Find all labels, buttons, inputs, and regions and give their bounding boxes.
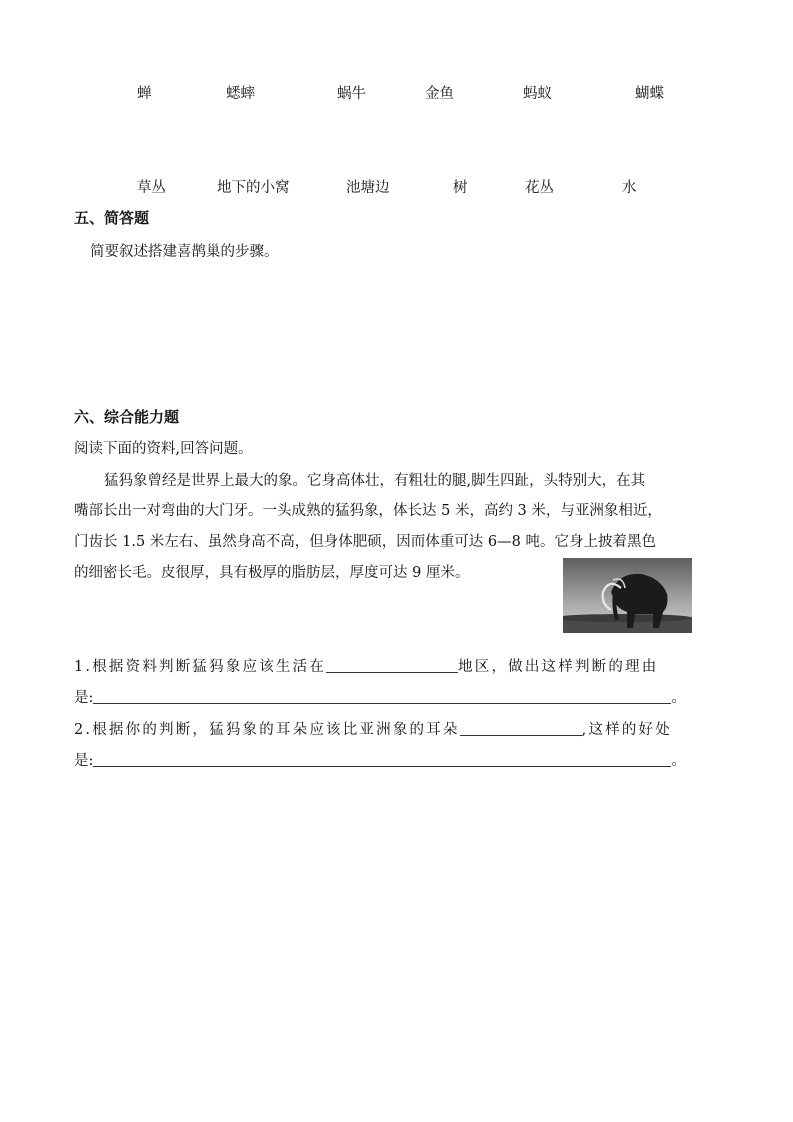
habitat-word: 草丛 [137, 180, 166, 196]
animal-word: 蚂蚁 [523, 86, 552, 102]
passage-line: 嘴部长出一对弯曲的大门牙。一头成熟的猛犸象，体长达 5 米，高约 3 米，与亚洲象相近， [74, 503, 662, 519]
passage-line: 的细密长毛。皮很厚，具有极厚的脂肪层，厚度可达 9 厘米。 [74, 565, 470, 581]
answer-blank-reason[interactable] [93, 689, 671, 704]
animal-word: 蝴蝶 [635, 86, 664, 102]
question-2-text: 2.根据你的判断，猛犸象的耳朵应该比亚洲象的耳朵 [74, 722, 460, 738]
question-1-line-1 [74, 655, 704, 676]
question-1-text: 地区，做出这样判断的理由 [458, 659, 659, 675]
passage-line: 猛犸象曾经是世界上最大的象。它身高体壮，有粗壮的腿,脚生四趾，头特别大，在其 [104, 473, 646, 489]
section-5-question: 简要叙述搭建喜鹊巢的步骤。 [90, 244, 279, 260]
question-1-end: 。 [671, 690, 686, 706]
passage-line: 门齿长 1.5 米左右、虽然身高不高，但身体肥硕，因而体重可达 6—8 吨。它身上披着黑色 [74, 534, 656, 550]
question-1-text: 是: [74, 690, 94, 706]
animal-word: 蝉 [137, 86, 152, 102]
question-1-text: 1.根据资料判断猛犸象应该生活在 [74, 659, 327, 675]
question-2-end: 。 [671, 753, 686, 769]
section-6-title: 六、综合能力题 [74, 408, 180, 426]
question-2-line-2 [74, 749, 686, 770]
animal-word: 蜗牛 [337, 86, 366, 102]
question-2-text: ,这样的好处 [581, 722, 672, 738]
mammoth-image [563, 558, 692, 633]
animal-word: 金鱼 [425, 86, 454, 102]
habitat-word: 池塘边 [346, 180, 390, 196]
section-5-title: 五、简答题 [74, 209, 150, 227]
question-1-line-2 [74, 686, 686, 707]
question-2-text: 是: [74, 753, 94, 769]
habitat-word: 水 [622, 180, 637, 196]
section-6-intro: 阅读下面的资料,回答问题。 [74, 441, 253, 457]
habitat-word: 地下的小窝 [217, 180, 290, 196]
answer-blank-ears[interactable] [460, 721, 582, 736]
answer-blank-benefit[interactable] [93, 752, 671, 767]
answer-blank-region[interactable] [326, 658, 458, 673]
habitat-word: 花丛 [525, 180, 554, 196]
habitat-word: 树 [453, 180, 468, 196]
animal-word: 蟋蟀 [226, 86, 255, 102]
question-2-line-1 [74, 718, 704, 739]
